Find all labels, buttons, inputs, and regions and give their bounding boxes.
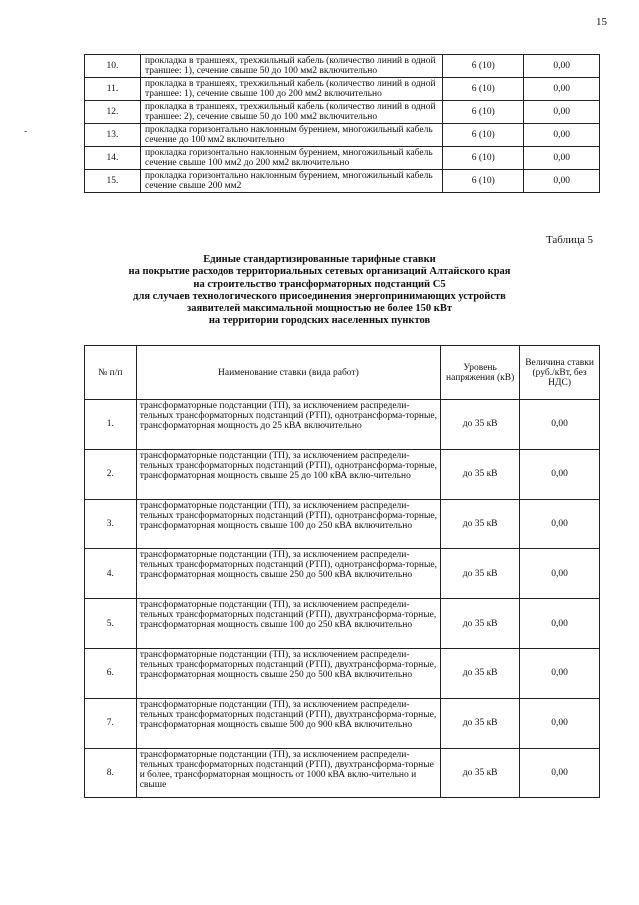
row-description: трансформаторные подстанции (ТП), за исключением распредели-тельных трансформаторных подстанций (РТП), однотрансформа-торные, трансформаторная мощность свыше 25 до 100 кВА вклю-чительно [136, 449, 440, 499]
row-number: 11. [85, 78, 141, 101]
table-5 [84, 345, 600, 798]
row-description: трансформаторные подстанции (ТП), за исключением распредели-тельных трансформаторных подстанций (РТП), двухтрансформа-торные, трансформаторная мощность свыше 100 до 250 кВА включительно [136, 599, 440, 649]
row-rate-value: 0,00 [524, 124, 600, 147]
row-number: 3. [85, 499, 137, 549]
row-voltage-level: до 35 кВ [441, 499, 520, 549]
table-row [85, 170, 600, 193]
row-number: 7. [85, 698, 137, 748]
row-voltage-level: 6 (10) [443, 101, 524, 124]
table-row [85, 549, 600, 599]
row-description: прокладка горизонтально наклонным бурением, многожильный кабель сечение свыше 100 мм2 до 200 мм2 включительно [140, 147, 442, 170]
row-voltage-level: до 35 кВ [441, 599, 520, 649]
table-row [85, 449, 600, 499]
row-number: 13. [85, 124, 141, 147]
column-header-rate: Величина ставки (руб./кВт, без НДС) [520, 346, 600, 400]
row-voltage-level: 6 (10) [443, 124, 524, 147]
row-rate-value: 0,00 [524, 101, 600, 124]
row-number: 4. [85, 549, 137, 599]
row-voltage-level: до 35 кВ [441, 648, 520, 698]
row-description: прокладка в траншеях, трехжильный кабель (количество линий в одной траншее: 1), сечение свыше 100 до 200 мм2 включительно [140, 78, 442, 101]
row-voltage-level: 6 (10) [443, 170, 524, 193]
row-rate-value: 0,00 [520, 549, 600, 599]
row-rate-value: 0,00 [520, 648, 600, 698]
row-voltage-level: 6 (10) [443, 55, 524, 78]
row-rate-value: 0,00 [524, 147, 600, 170]
heading-line: для случаев технологического присоединения энергопринимающих устройств [133, 290, 506, 302]
table-4-continuation [84, 54, 600, 193]
table-5-heading [0, 254, 639, 328]
heading-line: на территории городских населенных пунктов [208, 315, 431, 327]
table-row [85, 599, 600, 649]
table-4-body [85, 55, 600, 193]
column-header-name: Наименование ставки (вида работ) [136, 346, 440, 400]
table-5-label: Таблица 5 [545, 234, 593, 246]
row-number: 15. [85, 170, 141, 193]
row-description: трансформаторные подстанции (ТП), за исключением распредели-тельных трансформаторных подстанций (РТП), однотрансформа-торные, трансформаторная мощность свыше 250 до 500 кВА включительно [136, 549, 440, 599]
table-row [85, 648, 600, 698]
table-header-row [85, 346, 600, 400]
row-voltage-level: 6 (10) [443, 78, 524, 101]
table-5-body [85, 400, 600, 798]
heading-line: на покрытие расходов территориальных сетевых организаций Алтайского края [128, 266, 511, 278]
table-row [85, 124, 600, 147]
table-row [85, 78, 600, 101]
heading-line: на строительство трансформаторных подстанций С5 [193, 278, 446, 290]
table-5-header [85, 346, 600, 400]
row-voltage-level: до 35 кВ [441, 748, 520, 798]
row-description: прокладка в траншеях, трехжильный кабель (количество линий в одной траншее: 1), сечение свыше 50 до 100 мм2 включительно [140, 55, 442, 78]
row-rate-value: 0,00 [520, 748, 600, 798]
table-row [85, 101, 600, 124]
row-description: трансформаторные подстанции (ТП), за исключением распредели-тельных трансформаторных подстанций (РТП), двухтрансформа-торные, трансформаторная мощность свыше 500 до 900 кВА включительно [136, 698, 440, 748]
row-rate-value: 0,00 [524, 170, 600, 193]
row-description: прокладка горизонтально наклонным бурением, многожильный кабель сечение до 100 мм2 включительно [140, 124, 442, 147]
row-number: 1. [85, 400, 137, 450]
table-row [85, 400, 600, 450]
row-voltage-level: до 35 кВ [441, 449, 520, 499]
row-rate-value: 0,00 [520, 499, 600, 549]
row-voltage-level: до 35 кВ [441, 698, 520, 748]
row-rate-value: 0,00 [524, 55, 600, 78]
row-voltage-level: 6 (10) [443, 147, 524, 170]
row-voltage-level: до 35 кВ [441, 400, 520, 450]
row-rate-value: 0,00 [520, 599, 600, 649]
row-description: трансформаторные подстанции (ТП), за исключением распредели-тельных трансформаторных подстанций (РТП), двухтрансформа-торные, трансформаторная мощность свыше 250 до 500 кВА включительно [136, 648, 440, 698]
row-number: 6. [85, 648, 137, 698]
row-voltage-level: до 35 кВ [441, 549, 520, 599]
row-description: трансформаторные подстанции (ТП), за исключением распредели-тельных трансформаторных подстанций (РТП), двухтрансформа-торные и более, трансформаторная мощность от 1000 кВА вклю-чительно и свыше [136, 748, 440, 798]
heading-line: Единые стандартизированные тарифные ставки [203, 254, 436, 265]
table-row [85, 147, 600, 170]
page-number: 15 [596, 16, 607, 28]
row-number: 2. [85, 449, 137, 499]
table-row [85, 55, 600, 78]
heading-line: заявителей максимальной мощностью не более 150 кВт [186, 303, 452, 315]
table-row [85, 698, 600, 748]
row-number: 5. [85, 599, 137, 649]
table-row [85, 748, 600, 798]
column-header-number: № п/п [85, 346, 137, 400]
row-number: 12. [85, 101, 141, 124]
table-row [85, 499, 600, 549]
column-header-voltage: Уровень напряжения (кВ) [441, 346, 520, 400]
row-rate-value: 0,00 [520, 449, 600, 499]
row-rate-value: 0,00 [520, 400, 600, 450]
row-description: прокладка горизонтально наклонным бурением, многожильный кабель сечение свыше 200 мм2 [140, 170, 442, 193]
row-rate-value: 0,00 [520, 698, 600, 748]
row-description: трансформаторные подстанции (ТП), за исключением распредели-тельных трансформаторных подстанций (РТП), однотрансформа-торные, трансформаторная мощность свыше 100 до 250 кВА включительно [136, 499, 440, 549]
row-rate-value: 0,00 [524, 78, 600, 101]
margin-mark: - [24, 126, 28, 137]
row-number: 8. [85, 748, 137, 798]
row-description: прокладка в траншеях, трехжильный кабель (количество линий в одной траншее: 2), сечение свыше 50 до 100 мм2 включительно [140, 101, 442, 124]
row-number: 10. [85, 55, 141, 78]
row-number: 14. [85, 147, 141, 170]
row-description: трансформаторные подстанции (ТП), за исключением распредели-тельных трансформаторных подстанций (РТП), однотрансформа-торные, трансформаторная мощность до 25 кВА включительно [136, 400, 440, 450]
